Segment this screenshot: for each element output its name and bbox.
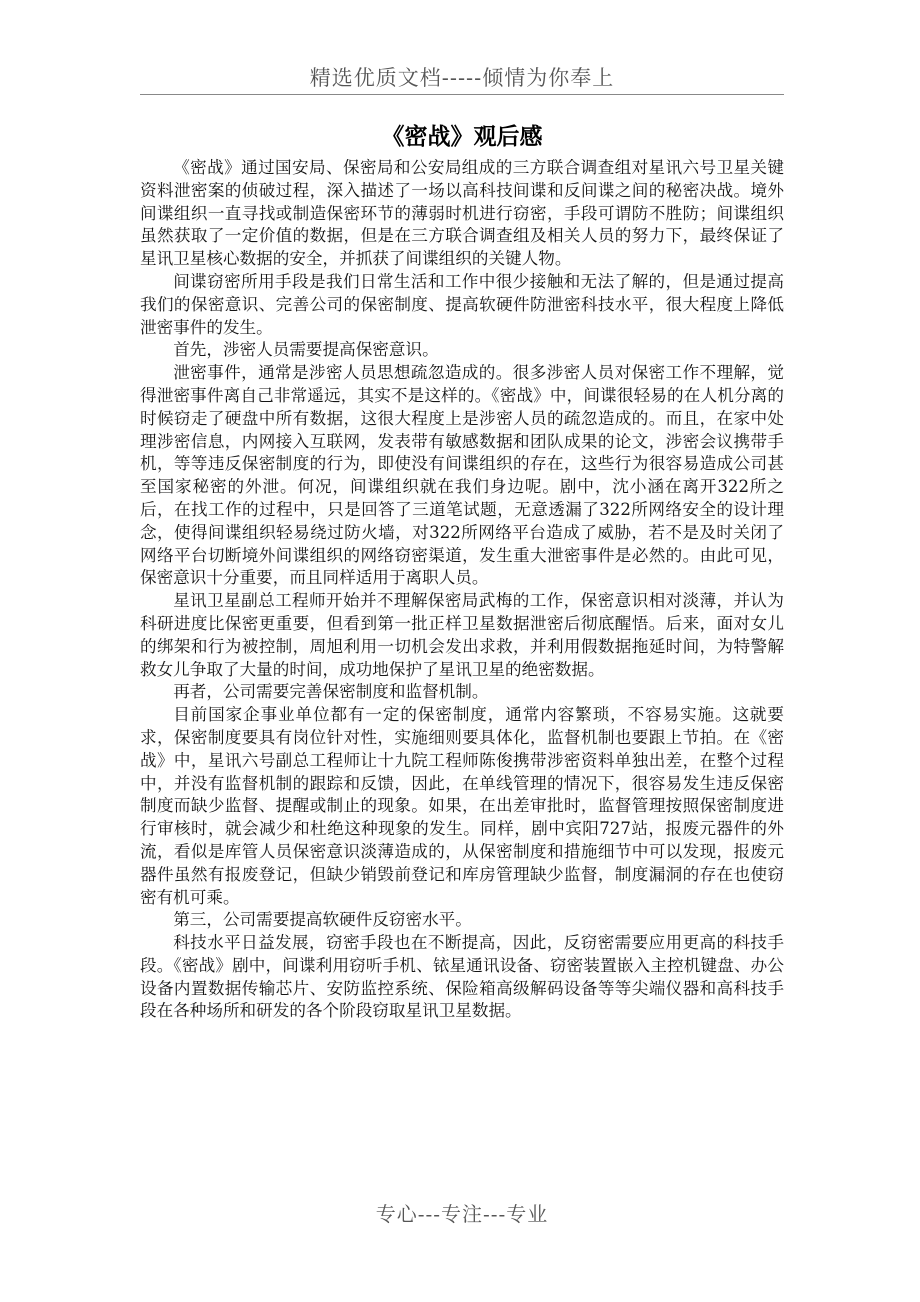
paragraph-7: 目前国家企事业单位都有一定的保密制度，通常内容繁琐，不容易实施。这就要求，保密制度要具有岗位针对性，实施细则要具体化，监督机制也要跟上节拍。在《密战》中，星讯六号副总工程师让十九院工程师陈俊携带涉密资料单独出差，在整个过程中，并没有监督机制的跟踪和反馈，因此，在单线管理的情况下，很容易发生违反保密制度而缺少监督、提醒或制止的现象。如果，在出差审批时，监督管理按照保密制度进行审核时，就会减少和杜绝这种现象的发生。同样，剧中宾阳727站，报废元器件的外流，看似是库管人员保密意识淡薄造成的，从保密制度和措施细节中可以发现，报废元器件虽然有报废登记，但缺少销毁前登记和库房管理缺少监督，制度漏洞的存在也使窃密有机可乘。 <box>140 705 784 907</box>
paragraph-1: 《密战》通过国安局、保密局和公安局组成的三方联合调查组对星讯六号卫星关键资料泄密案的侦破过程，深入描述了一场以高科技间谍和反间谍之间的秘密决战。境外间谍组织一直寻找或制造保密环节的薄弱时机进行窃密，手段可谓防不胜防；间谍组织虽然获取了一定价值的数据，但是在三方联合调查组及相关人员的努力下，最终保证了星讯卫星核心数据的安全，并抓获了间谍组织的关键人物。 <box>140 158 784 269</box>
document-body <box>140 157 784 1023</box>
paragraph-8: 第三，公司需要提高软硬件反窃密水平。 <box>173 910 472 930</box>
paragraph-2: 间谍窃密所用手段是我们日常生活和工作中很少接触和无法了解的，但是通过提高我们的保密意识、完善公司的保密制度、提高软硬件防泄密科技水平，很大程度上降低泄密事件的发生。 <box>140 271 784 337</box>
header-divider <box>140 94 784 95</box>
paragraph-9: 科技水平日益发展，窃密手段也在不断提高，因此，反窃密需要应用更高的科技手段。《密战》剧中，间谍利用窃听手机、铱星通讯设备、窃密装置嵌入主控机键盘、办公设备内置数据传输芯片、安防监控系统、保险箱高级解码设备等等尖端仪器和高科技手段在各种场所和研发的各个阶段窃取星讯卫星数据。 <box>140 933 784 1021</box>
document-title: 《密战》观后感 <box>381 124 543 150</box>
paragraph-5: 星讯卫星副总工程师开始并不理解保密局武梅的工作，保密意识相对淡薄，并认为科研进度比保密更重要，但看到第一批正样卫星数据泄密后彻底醒悟。后来，面对女儿的绑架和行为被控制，周旭利用一切机会发出求救，并利用假数据拖延时间，为特警解救女儿争取了大量的时间，成功地保护了星讯卫星的绝密数据。 <box>140 591 784 679</box>
page-header: 精选优质文档-----倾情为你奉上 <box>309 66 615 90</box>
paragraph-6: 再者，公司需要完善保密制度和监督机制。 <box>173 682 489 702</box>
paragraph-3: 首先，涉密人员需要提高保密意识。 <box>173 340 439 360</box>
paragraph-4: 泄密事件，通常是涉密人员思想疏忽造成的。很多涉密人员对保密工作不理解，觉得泄密事件离自己非常遥远，其实不是这样的。《密战》中，间谍很轻易的在人机分离的时候窃走了硬盘中所有数据，这很大程度上是涉密人员的疏忽造成的。而且，在家中处理涉密信息，内网接入互联网，发表带有敏感数据和团队成果的论文，涉密会议携带手机，等等违反保密制度的行为，即使没有间谍组织的存在，这些行为很容易造成公司甚至国家秘密的外泄。何况，间谍组织就在我们身边呢。剧中，沈小涵在离开322所之后，在找工作的过程中，只是回答了三道笔试题，无意透漏了322所网络安全的设计理念，使得间谍组织轻易绕过防火墙，对322所网络平台造成了威胁，若不是及时关闭了网络平台切断境外间谍组织的网络窃密渠道，发生重大泄密事件是必然的。由此可见，保密意识十分重要，而且同样适用于离职人员。 <box>140 363 784 588</box>
page-footer: 专心---专注---专业 <box>375 1202 549 1226</box>
